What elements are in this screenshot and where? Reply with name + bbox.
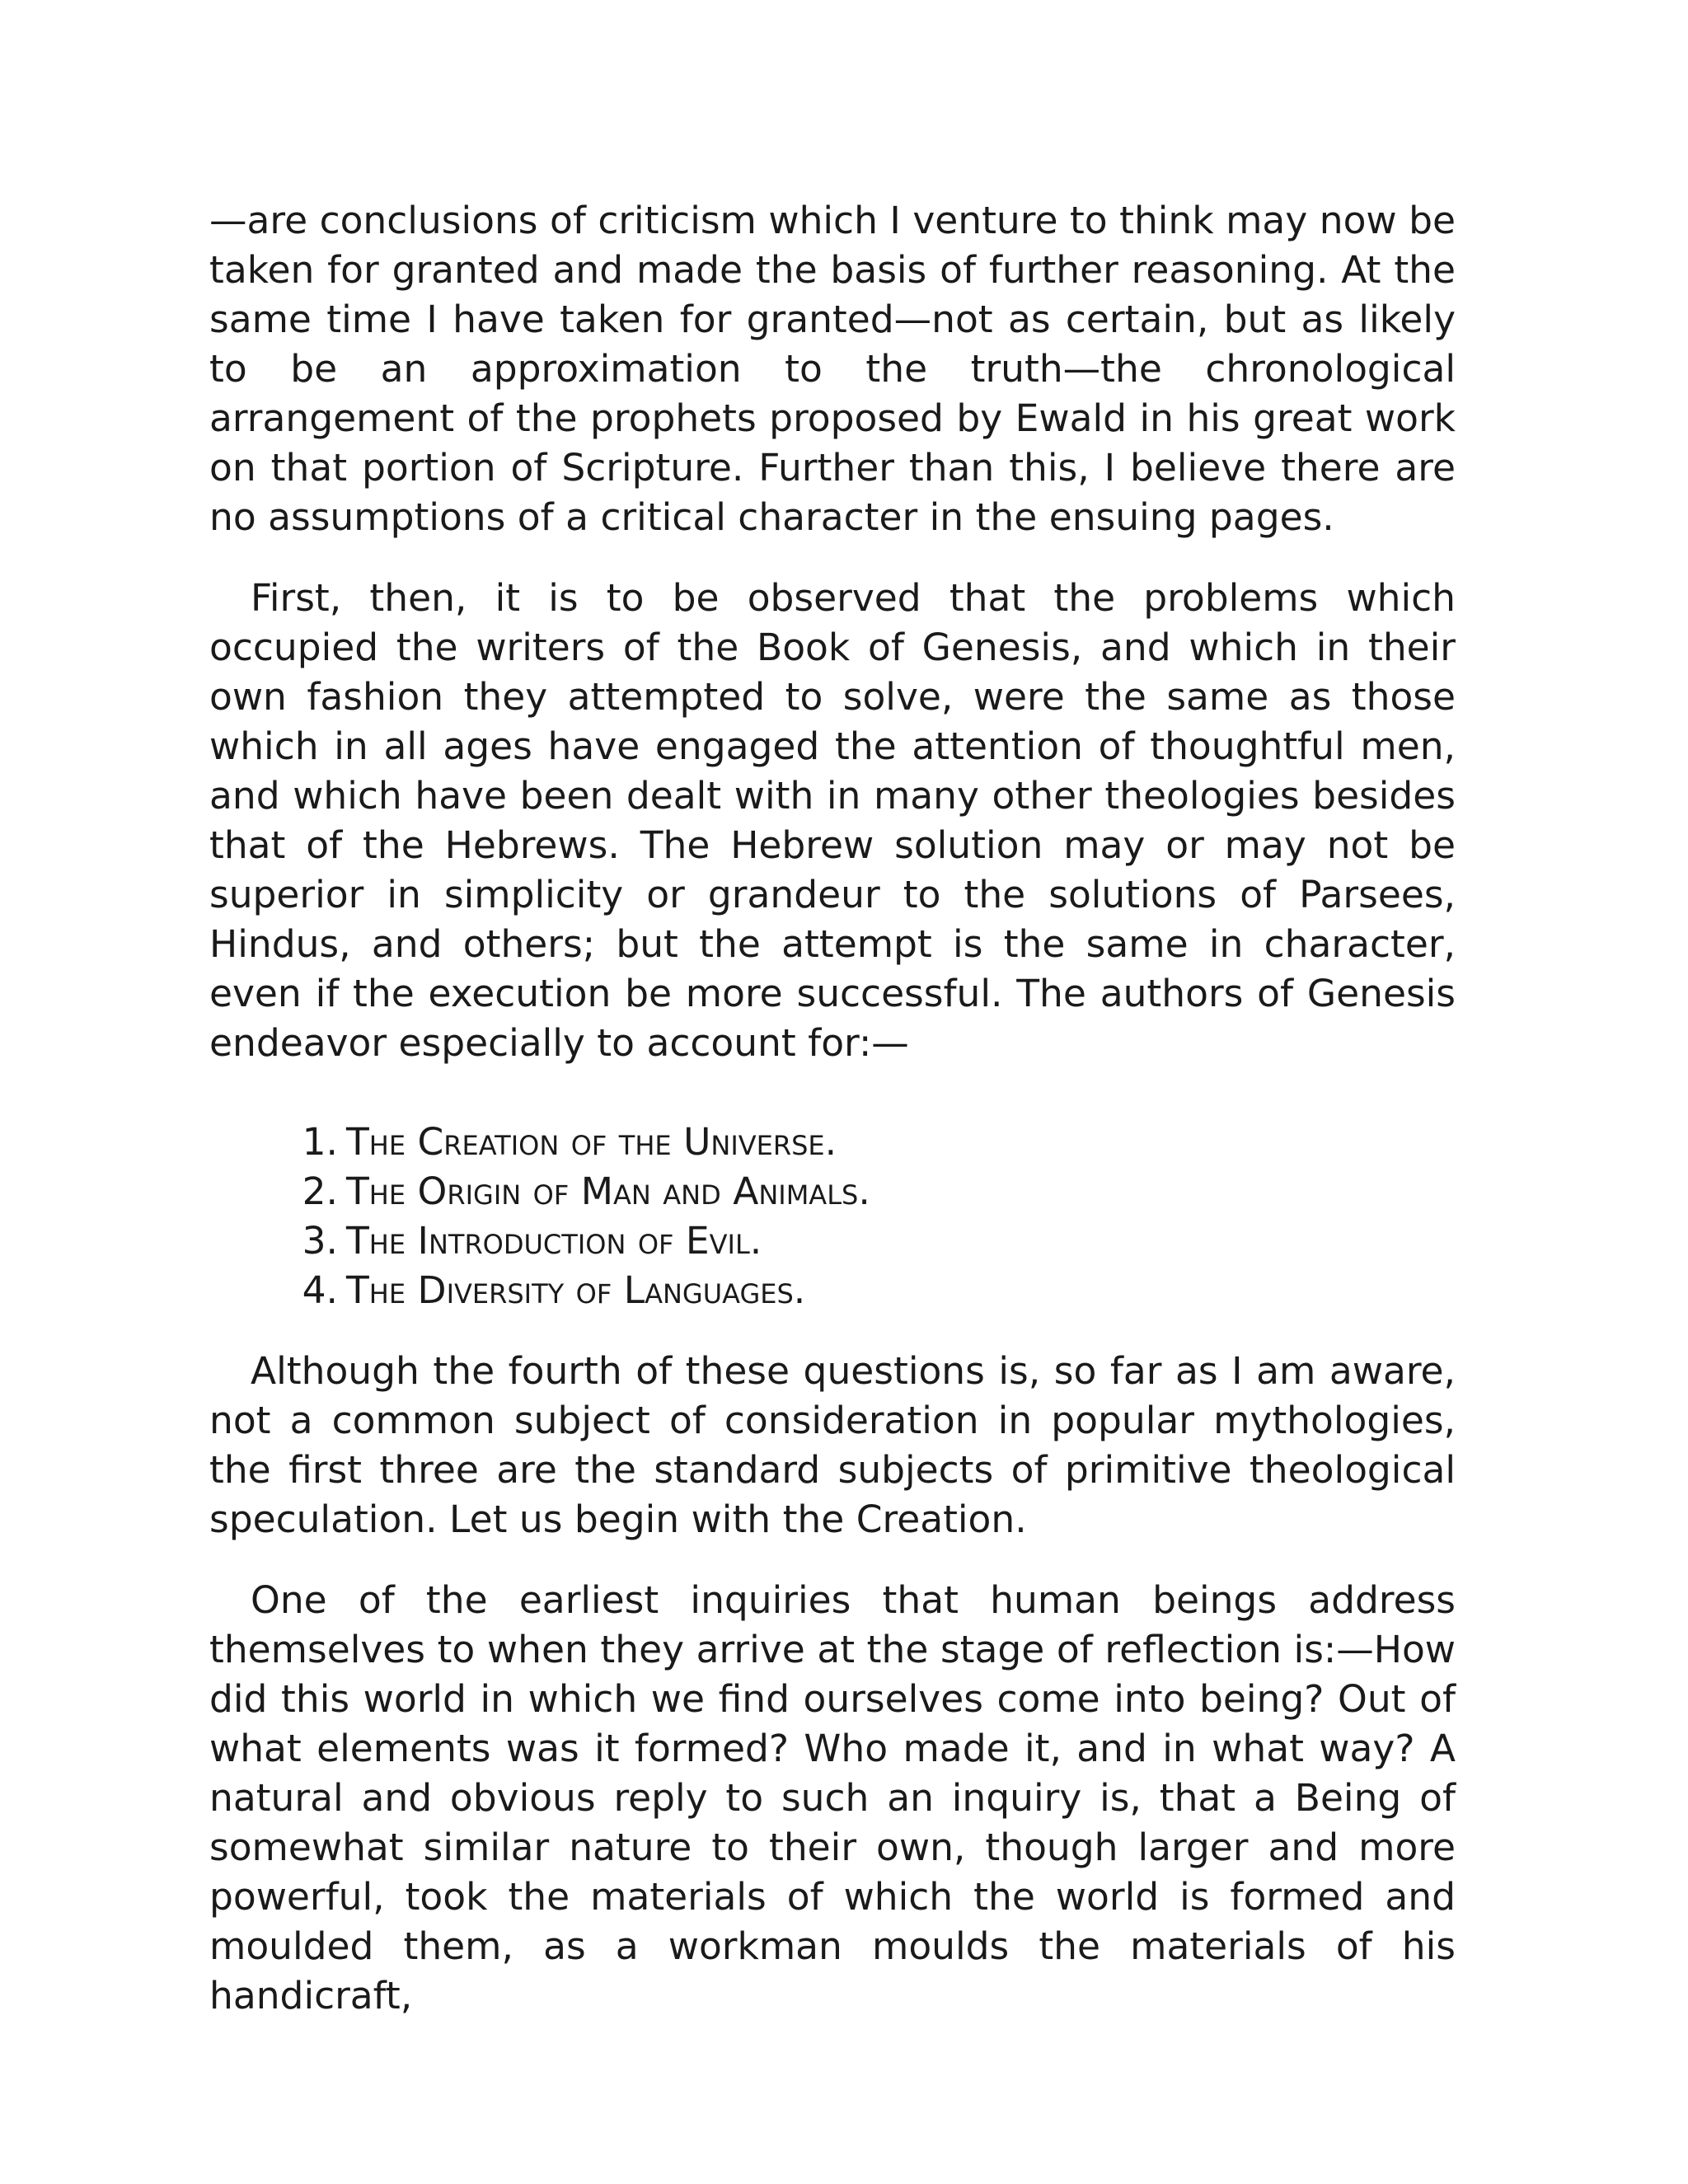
list-number: 4. <box>302 1268 338 1312</box>
list-number: 1. <box>302 1120 338 1164</box>
list-number: 3. <box>302 1219 338 1263</box>
list-item <box>292 1216 1456 1266</box>
paragraph-genesis-problems: First, then, it is to be observed that the problems which occupied the writers of the Book of Genesis, and which in their own fashion they attempted to solve, were the same as those which in all ages have engaged the attention of thoughtful men, and which have been dealt with in many other theologies besides that of the Hebrews. The Hebrew solution may or may not be superior in simplicity or grandeur to the solutions of Parsees, Hindus, and others; but the attempt is the same in character, even if the execution be more successful. The authors of Genesis endeavor especially to account for:— <box>209 576 1456 1065</box>
list-number: 2. <box>302 1169 338 1213</box>
list-item-text: The Diversity of Languages. <box>346 1268 806 1312</box>
paragraph-creation-inquiry: One of the earliest inquiries that human beings address themselves to when they arrive at the stage of reflection is:—How did this world in which we find ourselves come into being? Out of what elements was it formed? Who made it, and in what way? A natural and obvious reply to such an inquiry is, that a Being of somewhat similar nature to their own, though larger and more powerful, took the materials of which the world is formed and moulded them, as a workman moulds the materials of his handicraft, <box>209 1578 1456 2018</box>
paragraph-fourth-question: Although the fourth of these questions is, so far as I am aware, not a common subject of consideration in popular mythologies, the first three are the standard subjects of primitive theological speculation. Let us begin with the Creation. <box>209 1349 1456 1541</box>
list-item <box>292 1266 1456 1315</box>
list-item <box>292 1167 1456 1216</box>
list-item-text: The Origin of Man and Animals. <box>346 1169 870 1213</box>
page-body <box>209 196 1456 2021</box>
list-item-text: The Introduction of Evil. <box>346 1219 762 1263</box>
paragraph-criticism-conclusions: —are conclusions of criticism which I venture to think may now be taken for granted and made the basis of further reasoning. At the same time I have taken for granted—not as certain, but as likely to be an approximation to the truth—the chronological arrangement of the prophets proposed by Ewald in his great work on that portion of Scripture. Further than this, I believe there are no assumptions of a critical character in the ensuing pages. <box>209 199 1456 539</box>
list-item <box>292 1118 1456 1167</box>
problems-list <box>209 1118 1456 1315</box>
list-item-text: The Creation of the Universe. <box>346 1120 837 1164</box>
